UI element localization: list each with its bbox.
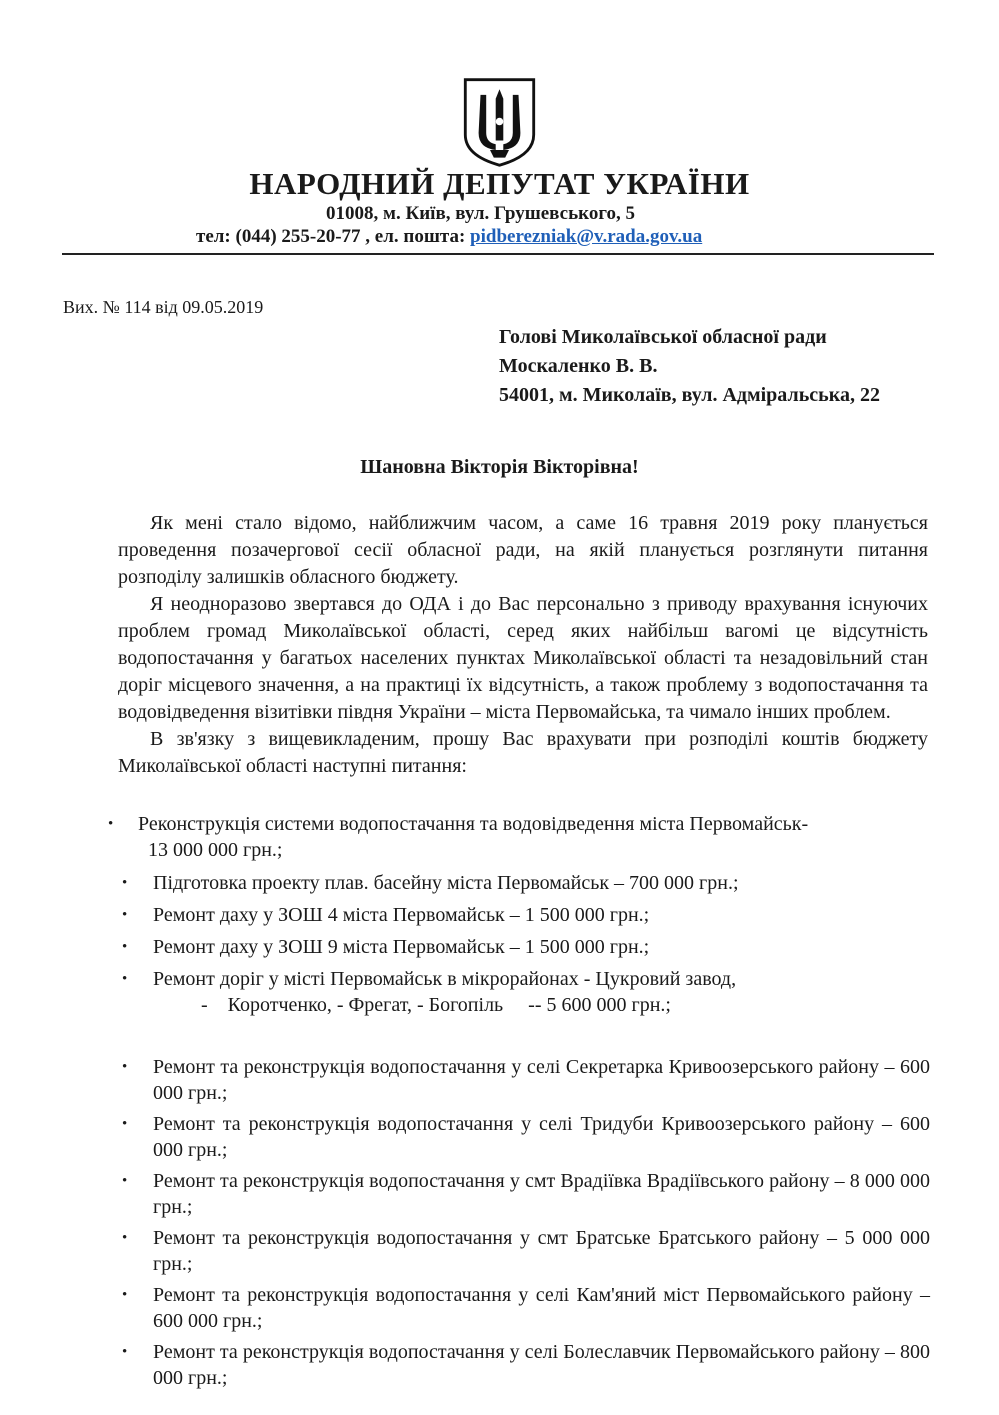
bullet-icon: • bbox=[122, 939, 128, 955]
contact-label: тел: (044) 255-20-77 , ел. пошта: bbox=[196, 226, 471, 247]
bullet-icon: • bbox=[122, 1287, 128, 1303]
recipient-line: Голові Миколаївської обласної ради bbox=[499, 326, 827, 348]
list-item bbox=[108, 934, 930, 960]
paragraph: Як мені стало відомо, найближчим часом, а саме 16 травня 2019 року планується проведення позачергової сесії обласної ради, на якій планується розглянути питання розподілу залишків обласного бюджету. bbox=[118, 512, 928, 588]
bullet-icon: • bbox=[122, 1230, 128, 1246]
list-item bbox=[108, 870, 930, 896]
bullet-icon: • bbox=[108, 816, 114, 832]
list-item bbox=[108, 811, 930, 863]
bullet-icon: • bbox=[122, 971, 128, 987]
contact-line bbox=[196, 226, 702, 248]
list-item-text: 13 000 000 грн.; bbox=[148, 839, 283, 861]
list-item-text: Ремонт та реконструкція водопостачання у селі Тридуби Кривоозерського району – 600 000 грн.; bbox=[153, 1113, 930, 1161]
recipient-line: Москаленко В. В. bbox=[499, 355, 658, 377]
bullet-icon: • bbox=[122, 875, 128, 891]
outgoing-number: Вих. № 114 від 09.05.2019 bbox=[63, 297, 264, 317]
list-item-text: Ремонт та реконструкція водопостачання у селі Секретарка Кривоозерського району – 600 000 грн.; bbox=[153, 1056, 930, 1104]
paragraph: В зв'язку з вищевикладеним, прошу Вас врахувати при розподілі коштів бюджету Миколаївської області наступні питання: bbox=[118, 728, 928, 777]
letter-body bbox=[118, 510, 928, 780]
list-item bbox=[108, 1168, 930, 1220]
bullet-icon: • bbox=[122, 1116, 128, 1132]
request-list bbox=[108, 811, 930, 1396]
bullet-icon: • bbox=[122, 907, 128, 923]
list-item-text: Ремонт доріг у місті Первомайськ в мікрорайонах - Цукровий завод, bbox=[153, 968, 737, 990]
list-item-text: Ремонт та реконструкція водопостачання у селі Кам'яний міст Первомайського району – 600 000 грн.; bbox=[153, 1284, 930, 1332]
salutation: Шановна Вікторія Вікторівна! bbox=[360, 456, 639, 478]
list-item bbox=[108, 1111, 930, 1163]
trident-coat-of-arms-icon bbox=[452, 74, 547, 169]
list-item-text: Ремонт та реконструкція водопостачання у селі Болеславчик Первомайського району – 800 000 грн.; bbox=[153, 1341, 930, 1389]
list-item bbox=[108, 902, 930, 928]
bullet-icon: • bbox=[122, 1059, 128, 1075]
list-item bbox=[108, 1339, 930, 1391]
list-item-text: Реконструкція системи водопостачання та водовідведення міста Первомайськ- bbox=[138, 813, 809, 835]
bullet-icon: • bbox=[122, 1173, 128, 1189]
list-item-text: Ремонт та реконструкція водопостачання у смт Врадіївка Врадіївського району – 8 000 000 грн.; bbox=[153, 1170, 930, 1218]
recipient-line: 54001, м. Миколаїв, вул. Адміральська, 22 bbox=[499, 384, 880, 406]
list-item-text: Підготовка проекту плав. басейну міста Первомайськ – 700 000 грн.; bbox=[153, 872, 739, 894]
list-item-text: Ремонт та реконструкція водопостачання у смт Братське Братського району – 5 000 000 грн.; bbox=[153, 1227, 930, 1275]
list-gap bbox=[108, 1018, 930, 1054]
paragraph: Я неодноразово звертався до ОДА і до Вас персонально з приводу врахування існуючих проблем громад Миколаївської області, серед яких найбільш вагомі це відсутність водопостачання у багатьох населених пунктах Миколаївської області та незадовільний стан доріг місцевого значення, а на практиці їх відсутність, а також проблему з водопостачання та водовідведення візитівки півдня України – міста Первомайська, та чимало інших проблем. bbox=[118, 593, 928, 723]
page-title: НАРОДНИЙ ДЕПУТАТ УКРАЇНИ bbox=[249, 166, 750, 201]
recipient-block bbox=[499, 323, 880, 410]
list-item-text: Ремонт даху у ЗОШ 4 міста Первомайськ – 1 500 000 грн.; bbox=[153, 904, 650, 926]
list-item-text: Ремонт даху у ЗОШ 9 міста Первомайськ – 1 500 000 грн.; bbox=[153, 936, 650, 958]
list-item bbox=[108, 1225, 930, 1277]
list-item-text: - Коротченко, - Фрегат, - Богопіль -- 5 600 000 грн.; bbox=[201, 994, 671, 1016]
list-item bbox=[108, 1054, 930, 1106]
list-item bbox=[108, 1282, 930, 1334]
header-divider bbox=[62, 253, 934, 255]
list-item bbox=[108, 966, 930, 1018]
office-address: 01008, м. Київ, вул. Грушевського, 5 bbox=[326, 203, 636, 224]
email-link[interactable]: pidbereznіak@v.rada.gov.ua bbox=[470, 226, 703, 247]
bullet-icon: • bbox=[122, 1344, 128, 1360]
